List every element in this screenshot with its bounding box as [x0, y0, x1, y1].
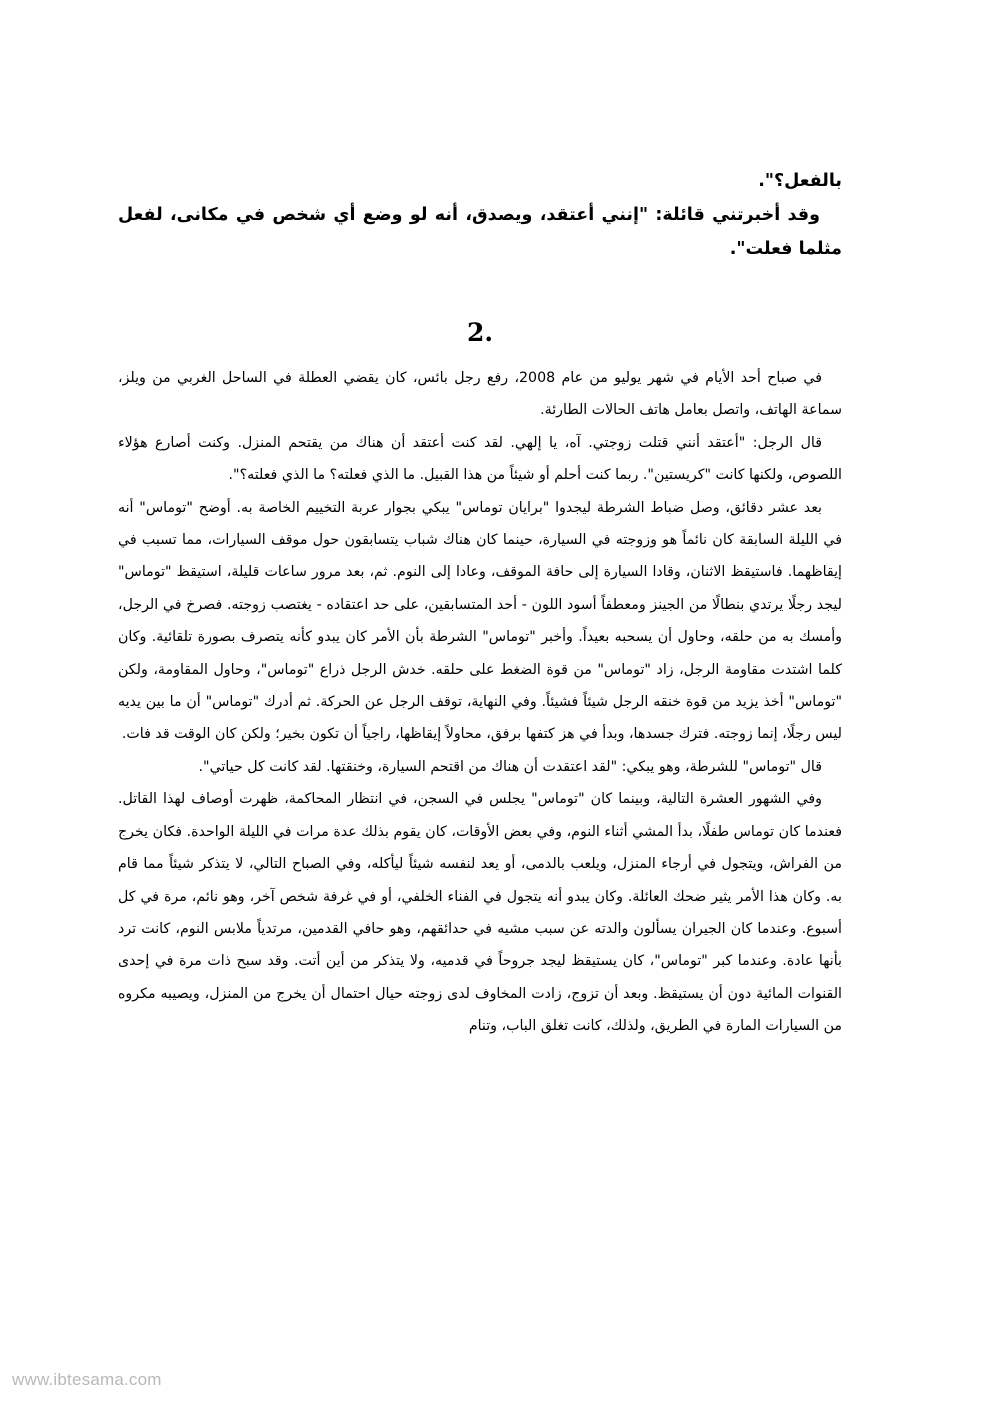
site-watermark: www.ibtesama.com: [12, 1370, 162, 1389]
intro-text: [118, 164, 842, 266]
intro-line: بالفعل؟".: [758, 171, 842, 191]
chapter-number: 2.: [466, 318, 494, 347]
body-paragraph-1: في صباح أحد الأيام في شهر يوليو من عام 2008، رفع رجل بائس، كان يقضي العطلة في الساحل الغربي من ويلز، سماعة الهاتف، واتصل بعامل هاتف الحالات الطارئة.: [118, 370, 842, 419]
body-paragraph-3: بعد عشر دقائق، وصل ضباط الشرطة ليجدوا "برايان توماس" يبكي بجوار عربة التخييم الخاصة به. أوضح "توماس" أنه في الليلة السابقة كان نائماً هو وزوجته في السيارة، حينما كان هناك شباب يتسابقون حول موقف السيارات، مما تسبب في إيقاظهما. فاستيقظ الاثنان، وقادا السيارة إلى حافة الموقف، وعادا إلى النوم. ثم، بعد مرور ساعات قليلة، استيقظ "توماس" ليجد رجلًا يرتدي بنطالًا من الجينز ومعطفاً أسود اللون - أحد المتسابقين، على حد اعتقاده - يغتصب زوجته. فصرخ في الرجل، وأمسك به من حلقه، وحاول أن يسحبه بعيداً. وأخبر "توماس" الشرطة بأن الأمر كان يبدو كأنه يتصرف بصورة تلقائية. وكان كلما اشتدت مقاومة الرجل، زاد "توماس" من قوة الضغط على حلقه. خدش الرجل ذراع "توماس"، وحاول المقاومة، ولكن "توماس" أخذ يزيد من قوة خنقه الرجل شيئاً فشيئاً. وفي النهاية، توقف الرجل عن الحركة. ثم أدرك "توماس" أن ما بين يديه ليس رجلًا، إنما زوجته. فترك جسدها، وبدأ في هز كتفها برفق، محاولاً إيقاظها، راجياً أن تكون بخير؛ ولكن كان الوقت قد فات.: [118, 499, 842, 743]
body-paragraph-4: قال "توماس" للشرطة، وهو يبكي: "لقد اعتقدت أن هناك من اقتحم السيارة، وخنقتها. لقد كانت كل حياتي".: [198, 758, 822, 775]
chapter-body: [118, 362, 842, 1043]
body-paragraph-5: وفي الشهور العشرة التالية، وبينما كان "توماس" يجلس في السجن، في انتظار المحاكمة، ظهرت أوصاف لهذا القاتل. فعندما كان توماس طفلًا، بدأ المشي أثناء النوم، وفي بعض الأوقات، كان يقوم بذلك عدة مرات في الليلة الواحدة. فكان يخرج من الفراش، ويتجول في أرجاء المنزل، ويلعب بالدمى، أو يعد لنفسه شيئاً ليأكله، وفي الصباح التالي، لا يتذكر شيئاً مما قام به. وكان هذا الأمر يثير ضحك العائلة. وكان يبدو أنه يتجول في الفناء الخلفي، أو في غرفة شخص آخر، وهو نائم، مرة في كل أسبوع. وعندما كان الجيران يسألون والدته عن سبب مشيه في حدائقهم، وهو حافي القدمين، مرتدياً ملابس النوم، كانت ترد بأنها عادة. وعندما كبر "توماس"، كان يستيقظ ليجد جروحاً في قدميه، ولا يتذكر من أين أتت. وقد سبح ذات مرة في إحدى القنوات المائية دون أن يستيقظ. وبعد أن تزوج، زادت المخاوف لدى زوجته حيال احتمال أن يخرج من المنزل، ويصيبه مكروه من السيارات المارة في الطريق، ولذلك، كانت تغلق الباب، وتنام: [118, 791, 842, 1035]
intro-paragraph: وقد أخبرتني قائلة: "إنني أعتقد، ويصدق، أنه لو وضع أي شخص في مكانى، لفعل مثلما فعلت".: [118, 205, 842, 259]
body-paragraph-2: قال الرجل: "أعتقد أنني قتلت زوجتي. آه، يا إلهي. لقد كنت أعتقد أن هناك من يقتحم المنزل. وكنت أصارع هؤلاء اللصوص، ولكنها كانت "كريستين". ربما كنت أحلم أو شيئاً من هذا القبيل. ما الذي فعلته؟ ما الذي فعلته؟".: [118, 434, 842, 484]
